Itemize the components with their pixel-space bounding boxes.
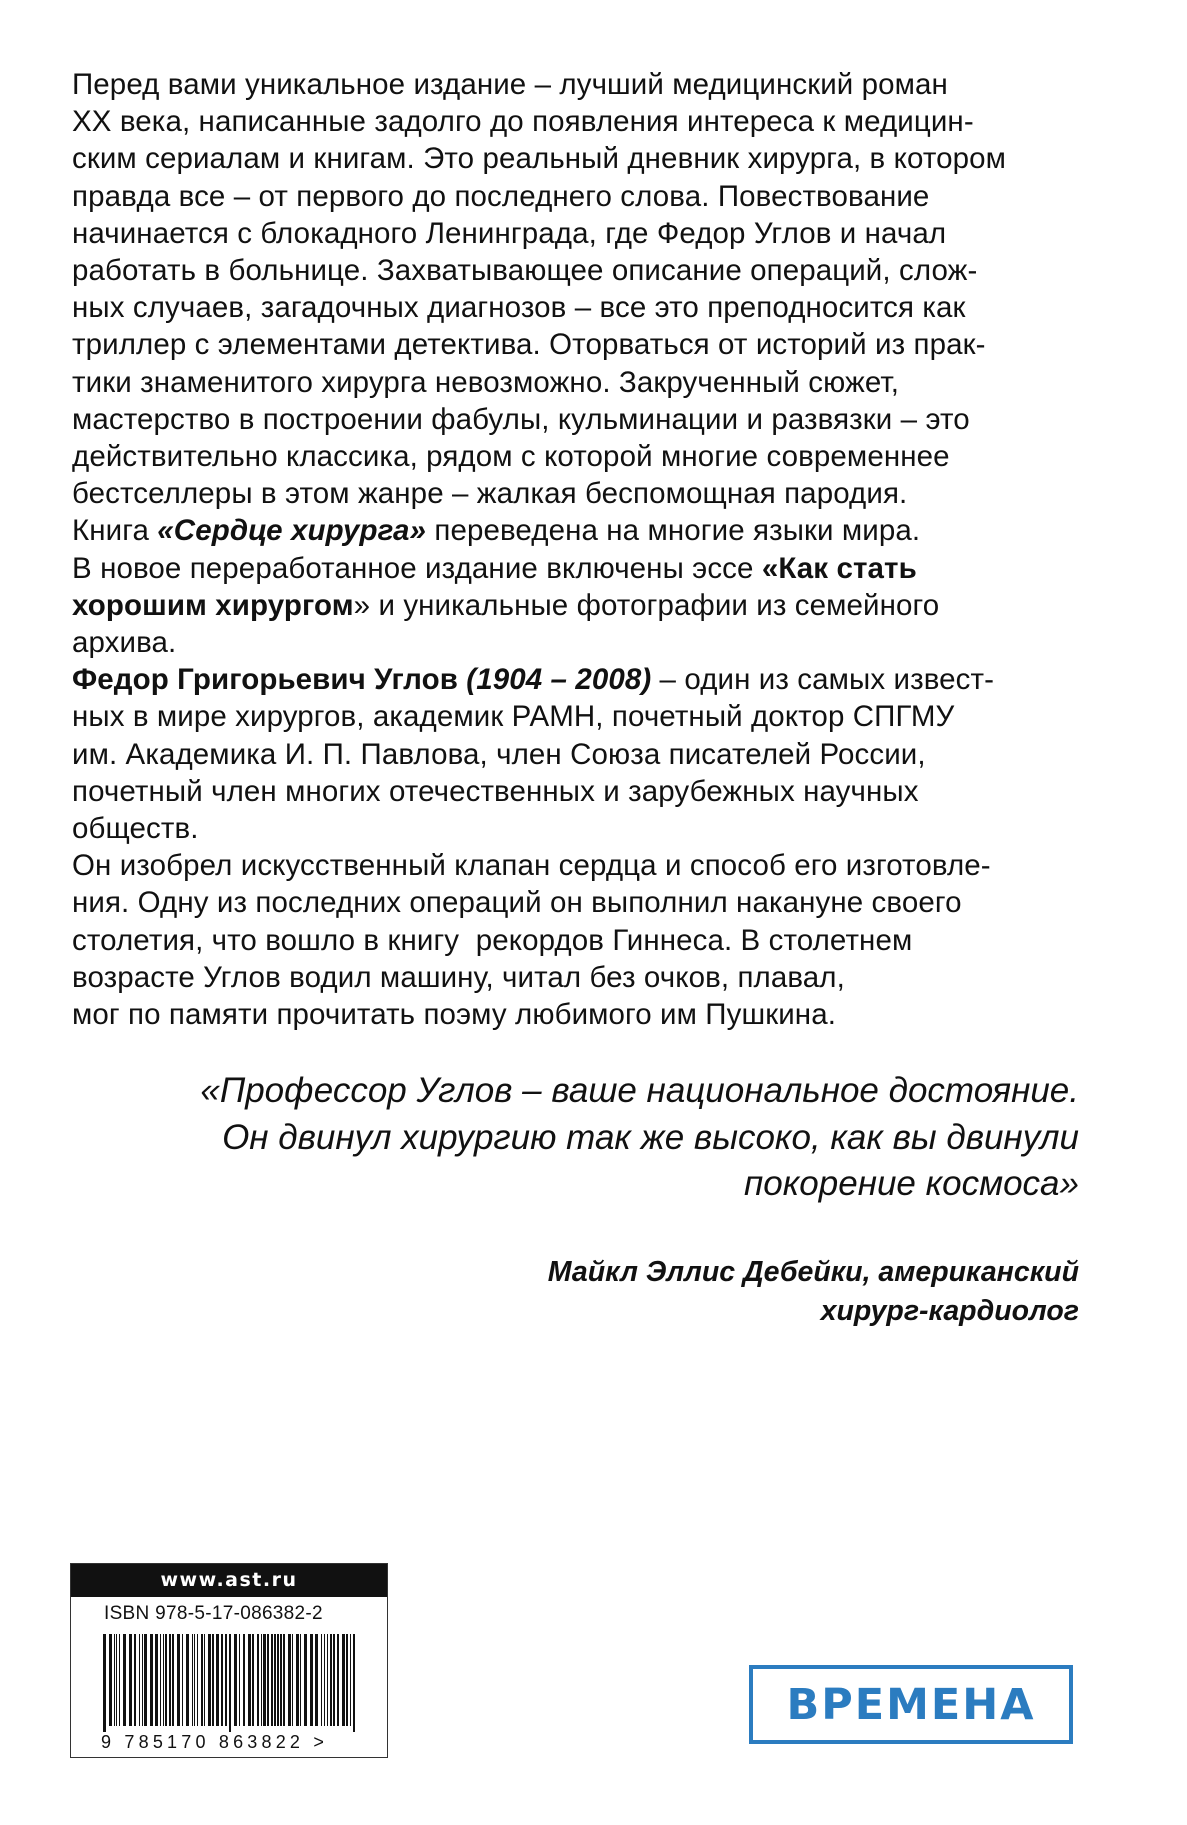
paragraph xyxy=(72,661,1072,847)
paragraph xyxy=(72,847,1072,1033)
text-line xyxy=(72,289,1072,326)
text-line xyxy=(72,661,1072,698)
text-run: Федор Григорьевич Углов xyxy=(72,663,458,697)
text-line xyxy=(72,140,1072,177)
isbn-text: ISBN 978-5-17-086382-2 xyxy=(104,1603,323,1624)
quote-attribution xyxy=(548,1253,1079,1330)
text-line xyxy=(72,959,1072,996)
text-line xyxy=(72,215,1072,252)
text-line xyxy=(72,401,1072,438)
paragraph xyxy=(72,512,1072,549)
text-run: триллер с элементами детектива. Оторваться от историй из прак- xyxy=(72,328,986,362)
text-run: действительно классика, рядом с которой многие современнее xyxy=(72,440,950,474)
text-line xyxy=(72,847,1072,884)
text-line xyxy=(72,326,1072,363)
text-run: Книга xyxy=(72,514,158,548)
text-run: начинается с блокадного Ленинграда, где Федор Углов и начал xyxy=(72,216,947,250)
text-run: хорошим хирургом xyxy=(72,588,354,622)
text-run: – один из самых извест- xyxy=(651,663,995,697)
text-line xyxy=(72,364,1072,401)
text-run: ных в мире хирургов, академик РАМН, почетный доктор СПГМУ xyxy=(72,700,955,734)
publisher-url: www.ast.ru xyxy=(71,1564,387,1597)
text-run: Он изобрел искусственный клапан сердца и способ его изготовле- xyxy=(72,849,991,883)
text-run: тики знаменитого хирурга невозможно. Закрученный сюжет, xyxy=(72,365,900,399)
attribution-line: Майкл Эллис Дебейки, американский xyxy=(547,1256,1079,1288)
ean-digits: 9 785170 863822 > xyxy=(101,1732,329,1752)
text-run: правда все – от первого до последнего слова. Повествование xyxy=(72,179,930,213)
text-run: обществ. xyxy=(72,812,199,846)
text-run: работать в больнице. Захватывающее описание операций, слож- xyxy=(72,254,978,288)
text-line xyxy=(72,884,1072,921)
quote-line: покорение космоса» xyxy=(744,1164,1079,1203)
barcode-label xyxy=(70,1563,388,1758)
text-line xyxy=(72,438,1072,475)
text-line xyxy=(72,587,1072,624)
text-run: ния. Одну из последних операций он выполнил накануне своего xyxy=(72,886,962,920)
text-line xyxy=(72,475,1072,512)
text-run: бестселлеры в этом жанре – жалкая беспомощная пародия. xyxy=(72,477,908,511)
text-run: (1904 – 2008) xyxy=(466,663,652,697)
text-run: ским сериалам и книгам. Это реальный дневник хирурга, в котором xyxy=(72,142,1006,176)
text-line xyxy=(72,103,1072,140)
text-line xyxy=(72,810,1072,847)
text-run: » и уникальные фотографии из семейного xyxy=(353,588,940,622)
text-run: столетия, что вошло в книгу рекордов Гиннеса. В столетнем xyxy=(72,923,913,957)
body-text xyxy=(72,66,1072,1033)
text-line xyxy=(72,698,1072,735)
text-line xyxy=(72,252,1072,289)
text-line xyxy=(72,66,1072,103)
text-run: В новое переработанное издание включены эссе xyxy=(72,551,762,585)
quote-line: Он двинул хирургию так же высоко, как вы двинули xyxy=(222,1117,1079,1157)
text-line xyxy=(72,178,1072,215)
text-line xyxy=(72,996,1072,1033)
paragraph xyxy=(72,66,1072,512)
text-run: возрасте Углов водил машину, читал без очков, плавал, xyxy=(72,960,845,994)
text-run: мастерство в построении фабулы, кульминации и развязки – это xyxy=(72,402,970,436)
text-run: мог по памяти прочитать поэму любимого им Пушкина. xyxy=(72,998,837,1032)
quote-line: «Профессор Углов – ваше национальное достояние. xyxy=(200,1071,1079,1110)
text-line xyxy=(72,624,1072,661)
attribution-line: хирург-кардиолог xyxy=(820,1294,1079,1327)
text-run: Перед вами уникальное издание – лучший медицинский роман xyxy=(72,68,948,101)
text-run: им. Академика И. П. Павлова, член Союза писателей России, xyxy=(72,737,926,771)
text-line xyxy=(72,512,1072,549)
barcode-icon xyxy=(71,1632,389,1732)
text-line xyxy=(72,773,1072,810)
text-run: почетный член многих отечественных и зарубежных научных xyxy=(72,774,919,808)
text-line xyxy=(72,736,1072,773)
quote xyxy=(200,1068,1079,1208)
text-run: XX века, написанные задолго до появления интереса к медицин- xyxy=(72,105,974,139)
text-run: переведена на многие языки мира. xyxy=(426,514,921,548)
text-run: ных случаев, загадочных диагнозов – все это преподносится как xyxy=(72,291,966,325)
text-line xyxy=(72,550,1072,587)
publisher-logo: ВРЕМЕНА xyxy=(749,1665,1073,1744)
text-run: «Сердце хирурга» xyxy=(157,514,427,548)
text-run: «Как стать xyxy=(761,551,917,585)
text-line xyxy=(72,922,1072,959)
paragraph xyxy=(72,550,1072,662)
text-run: архива. xyxy=(72,626,177,660)
